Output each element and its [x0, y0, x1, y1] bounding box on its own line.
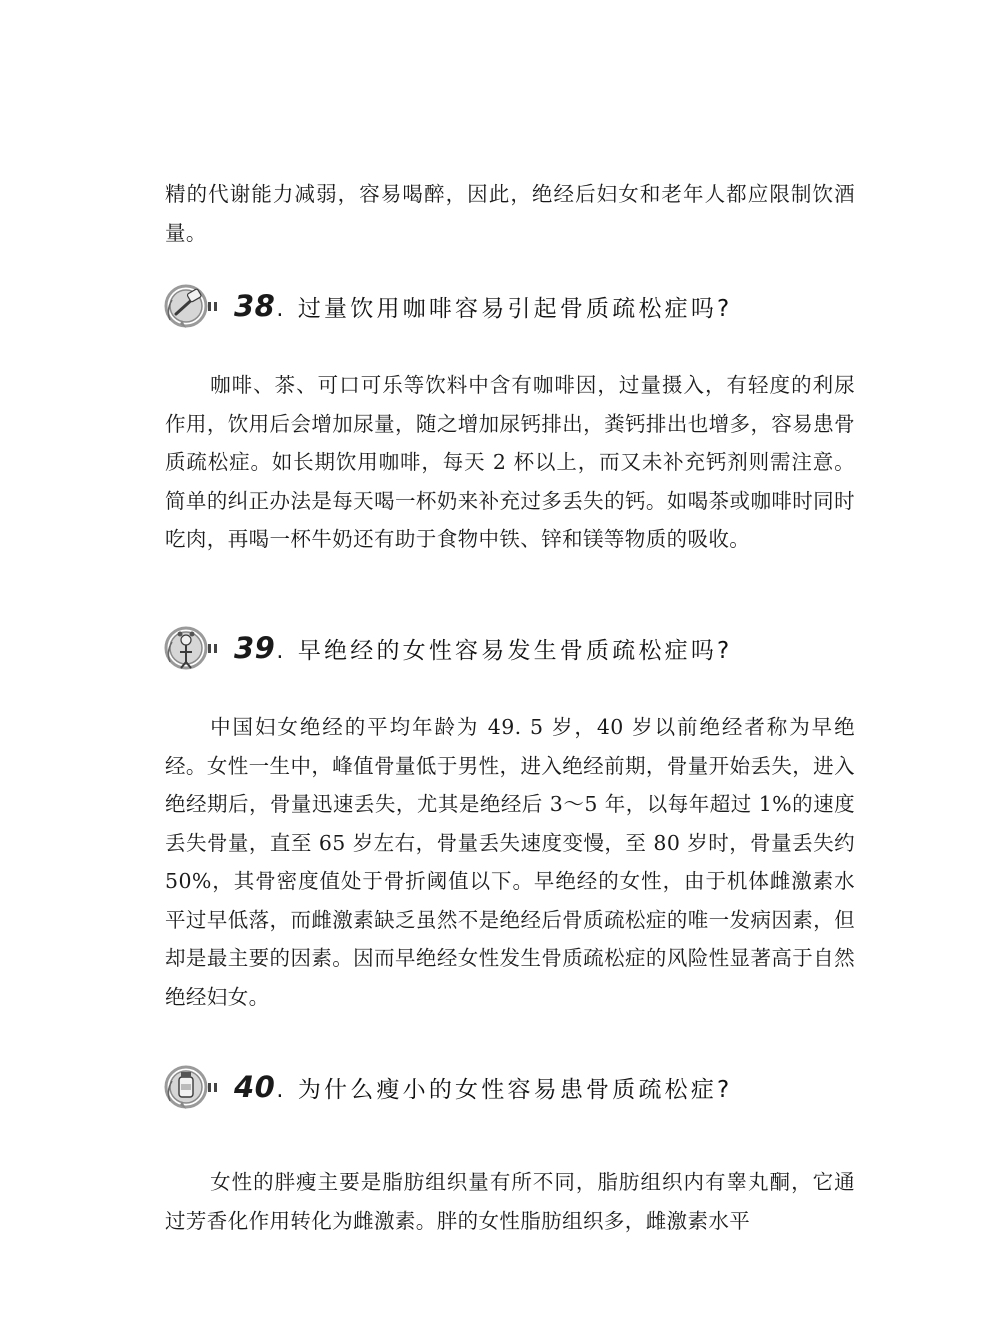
- question-number: 40.: [234, 1070, 284, 1104]
- q38-body-paragraph: 咖啡、茶、可口可乐等饮料中含有咖啡因，过量摄入，有轻度的利尿作用，饮用后会增加尿量，随之增加尿钙排出，粪钙排出也增多，容易患骨质疏松症。如长期饮用咖啡，每天 2 杯以上，而又未补充钙剂则需注意。简单的纠正办法是每天喝一杯奶来补充过多丢失的钙。如喝茶或咖啡时同时吃肉，再喝一杯牛奶还有助于食物中铁、锌和镁等物质的吸收。: [165, 373, 855, 551]
- question-38-heading: [162, 280, 862, 332]
- question-39-heading: [162, 622, 862, 674]
- q39-body-paragraph: 中国妇女绝经的平均年龄为 49. 5 岁，40 岁以前绝经者称为早绝经。女性一生中，峰值骨量低于男性，进入绝经前期，骨量开始丢失，进入绝经期后，骨量迅速丢失，尤其是绝经后 3～5 年，以每年超过 1%的速度丢失骨量，直至 65 岁左右，骨量丢失速度变慢，至 80 岁时，骨量丢失约 50%，其骨密度值处于骨折阈值以下。早绝经的女性，由于机体雌激素水平过早低落，而雌激素缺乏虽然不是绝经后骨质疏松症的唯一发病因素，但却是最主要的因素。因而早绝经女性发生骨质疏松症的风险性显著高于自然绝经妇女。: [165, 715, 855, 1009]
- question-title: 早绝经的女性容易发生骨质疏松症吗?: [297, 637, 733, 664]
- medicine-bottle-icon: [162, 1061, 224, 1113]
- question-number: 38.: [234, 289, 284, 323]
- question-40-heading: [162, 1061, 862, 1113]
- q40-body-paragraph: 女性的胖瘦主要是脂肪组织量有所不同，脂肪组织内有睾丸酮，它通过芳香化作用转化为雌激素。胖的女性脂肪组织多，雌激素水平: [165, 1170, 855, 1233]
- flower-woman-icon: [162, 622, 224, 674]
- intro-paragraph: 精的代谢能力减弱，容易喝醉，因此，绝经后妇女和老年人都应限制饮酒量。: [165, 182, 855, 245]
- question-title: 过量饮用咖啡容易引起骨质疏松症吗?: [297, 295, 733, 322]
- question-title: 为什么瘦小的女性容易患骨质疏松症?: [297, 1076, 733, 1103]
- coffee-spoon-icon: [162, 280, 224, 332]
- question-number: 39.: [234, 631, 284, 665]
